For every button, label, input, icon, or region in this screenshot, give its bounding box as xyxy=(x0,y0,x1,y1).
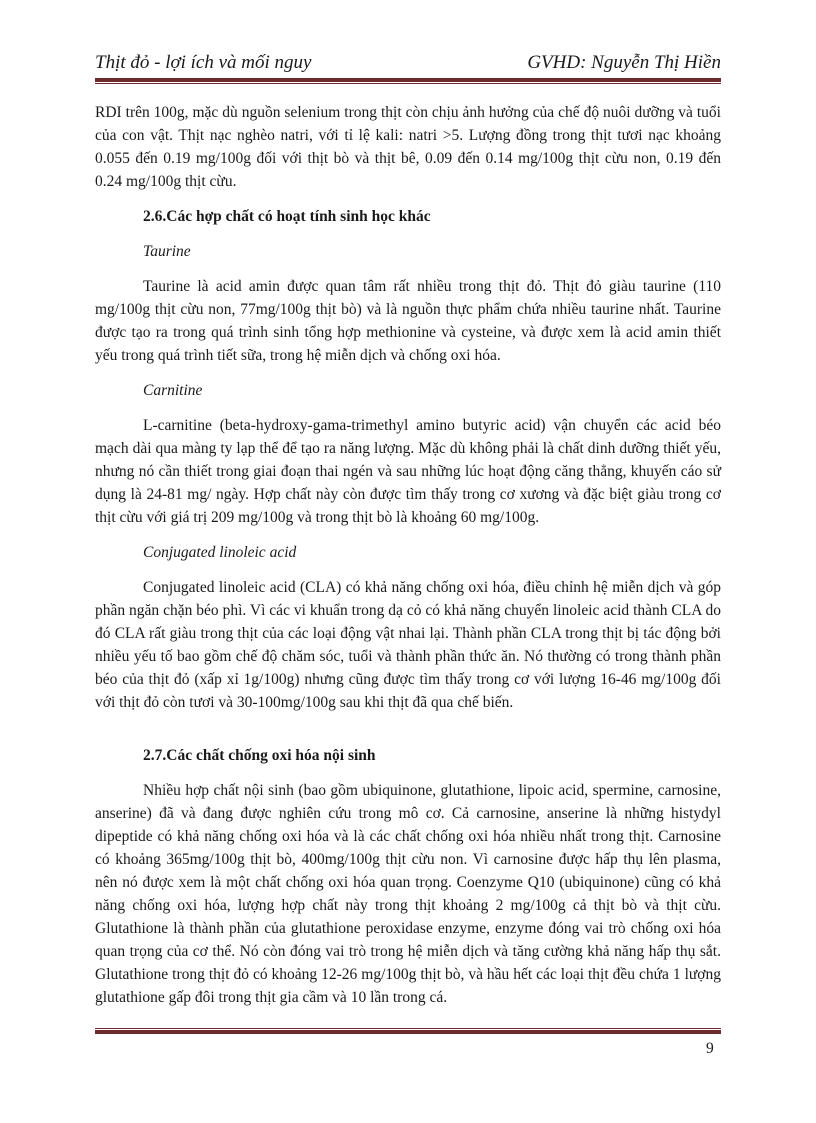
subheading-carnitine: Carnitine xyxy=(143,382,203,399)
section-heading-2-7: 2.7.Các chất chống oxi hóa nội sinh xyxy=(143,747,376,764)
advisor-name: GVHD: Nguyễn Thị Hiền xyxy=(527,52,721,73)
page-content xyxy=(95,101,721,1009)
footer-rule xyxy=(95,1028,721,1036)
paragraph-antioxidants: Nhiều hợp chất nội sinh (bao gồm ubiquinone, glutathione, lipoic acid, spermine, carnosine, anserine) đã và đang được nghiên cứu trong mô cơ. Cả carnosine, anserine là những histydyl dipeptide có khả năng chống oxi hóa và là các chất chống oxi hóa nhiều nhất trong thịt. Carnosine có khoảng 365mg/100g thịt bò, 400mg/100g thịt cừu non. Vì carnosine được hấp thụ lên plasma, nên nó được xem là một chất chống oxi hóa quan trọng. Coenzyme Q10 (ubiquinone) cũng có khả năng chống oxi hóa, lượng hợp chất này trong thịt khoảng 2 mg/100g cả thịt bò và thịt cừu. Glutathione là thành phần của glutathione peroxidase enzyme, enzyme đóng vai trò chống oxi hóa quan trọng của cơ thể. Nó còn đóng vai trò trong hệ miễn dịch và tăng cường khả năng hấp thụ sắt. Glutathione trong thịt đỏ có khoảng 12-26 mg/100g thịt bò, và hầu hết các loại thịt đều chứa 1 lượng glutathione gấp đôi trong thịt gia cầm và 10 lần trong cá. xyxy=(95,782,721,1006)
section-heading-2-6: 2.6.Các hợp chất có hoạt tính sinh học khác xyxy=(143,208,431,225)
page-number: 9 xyxy=(706,1040,714,1057)
paragraph-taurine: Taurine là acid amin được quan tâm rất nhiều trong thịt đỏ. Thịt đỏ giàu taurine (110 mg/100g thịt cừu non, 77mg/100g thịt bò) và là nguồn thực phẩm chứa nhiều taurine nhất. Taurine được tạo ra trong quá trình sinh tổng hợp methionine và cysteine, và được xem là acid amin thiết yếu trong quá trình tiết sữa, trong hệ miễn dịch và chống oxi hóa. xyxy=(95,278,721,364)
subheading-cla: Conjugated linoleic acid xyxy=(143,544,297,561)
paragraph-cla: Conjugated linoleic acid (CLA) có khả năng chống oxi hóa, điều chỉnh hệ miễn dịch và góp phần ngăn chặn béo phì. Vì các vi khuẩn trong dạ cỏ có khả năng chuyển linoleic acid thành CLA do đó CLA rất giàu trong thịt của các loại động vật nhai lại. Thành phần CLA trong thịt bị tác động bởi nhiều yếu tố bao gồm chế độ chăm sóc, tuổi và thành phần thức ăn. Nó thường có trong thành phần béo của thịt đỏ (xấp xỉ 1g/100g) nhưng cũng được tìm thấy trong cơ với lượng 16-46 mg/100g đối với thịt đỏ còn tươi và 30-100mg/100g sau khi thịt đã qua chế biến. xyxy=(95,579,721,711)
header-rule xyxy=(95,78,721,86)
page-header xyxy=(95,49,721,79)
paragraph-carnitine: L-carnitine (beta-hydroxy-gama-trimethyl amino butyric acid) vận chuyển các acid béo mạch dài qua màng ty lạp thể để tạo ra năng lượng. Mặc dù không phải là chất dinh dưỡng thiết yếu, nhưng nó cần thiết trong giai đoạn thai ngén và sau những lúc hoạt động căng thẳng, khuyến cáo sử dụng là 24-81 mg/ ngày. Hợp chất này còn được tìm thấy trong cơ xương và đặc biệt giàu trong cơ thịt cừu với giá trị 209 mg/100g và trong thịt bò là khoảng 60 mg/100g. xyxy=(95,417,721,526)
document-title: Thịt đỏ - lợi ích và mối nguy xyxy=(95,52,312,73)
subheading-taurine: Taurine xyxy=(143,243,191,260)
intro-paragraph: RDI trên 100g, mặc dù nguồn selenium trong thịt còn chịu ảnh hưởng của chế độ nuôi dưỡng và tuổi của con vật. Thịt nạc nghèo natri, với tỉ lệ kali: natri >5. Lượng đồng trong thịt tươi nạc khoảng 0.055 đến 0.19 mg/100g đối với thịt bò và thịt bê, 0.09 đến 0.14 mg/100g thịt cừu non, 0.19 đến 0.24 mg/100g thịt cừu. xyxy=(95,104,721,190)
